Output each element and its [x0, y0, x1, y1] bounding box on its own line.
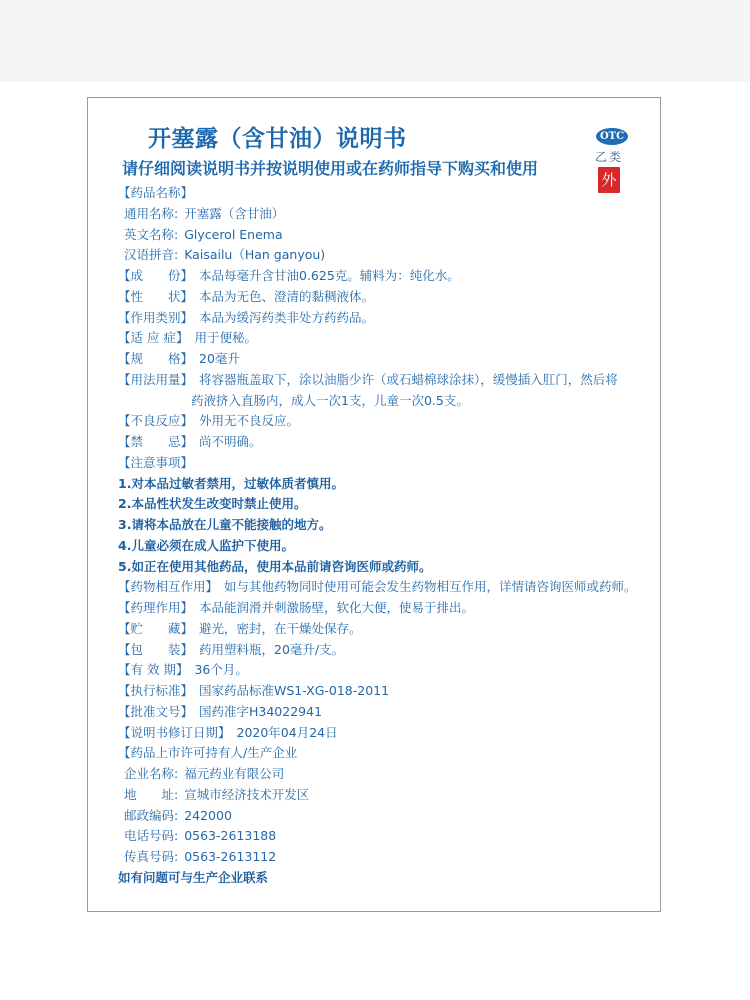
validity-label: 【有 效 期】: [118, 662, 189, 678]
english-name-label: 英文名称:: [124, 226, 179, 242]
precautions-header: 【注意事项】: [118, 454, 194, 470]
holder-header: 【药品上市许可持有人/生产企业: [118, 745, 298, 761]
interaction-row: [118, 577, 658, 598]
composition-value: 本品每毫升含甘油0.625克。辅料为：纯化水。: [199, 268, 460, 283]
drug-name-header: 【药品名称】: [118, 185, 194, 200]
english-name-value: Glycerol Enema: [184, 226, 283, 242]
phone-row: [118, 826, 658, 847]
contraindication-label: 【禁 忌】: [118, 434, 194, 449]
fax-value: 0563-2613112: [184, 849, 277, 864]
precaution-item: 2.本品性状发生改变时禁止使用。: [118, 496, 307, 512]
interaction-label: 【药物相互作用】: [118, 579, 219, 595]
indication-value: 用于便秘。: [194, 330, 257, 346]
standard-row: [118, 681, 658, 702]
postcode-row: [118, 806, 658, 827]
storage-label: 【贮 藏】: [118, 620, 194, 636]
fax-row: [118, 847, 658, 868]
company-row: [118, 764, 658, 785]
precaution-item: 4.儿童必须在成人监护下使用。: [118, 537, 294, 553]
generic-name-label: 通用名称:: [124, 205, 179, 221]
document-title: 开塞露（含甘油）说明书: [148, 126, 407, 152]
generic-name-row: [118, 204, 658, 225]
approval-row: [118, 702, 658, 723]
spec-label: 【规 格】: [118, 351, 194, 366]
precaution-item: 1.对本品过敏者禁用，过敏体质者慎用。: [118, 475, 344, 491]
adverse-row: [118, 411, 658, 432]
revision-value: 2020年04月24日: [236, 724, 338, 740]
indication-label: 【适 应 症】: [118, 330, 189, 346]
composition-label: 【成 份】: [118, 268, 194, 283]
package-value: 药用塑料瓶，20毫升/支。: [199, 641, 345, 657]
usage-row: [118, 370, 658, 391]
category-value: 本品为缓泻药类非处方药药品。: [199, 309, 375, 325]
contraindication-value: 尚不明确。: [199, 434, 262, 449]
instruction-content: [118, 183, 658, 889]
category-row: [118, 308, 658, 329]
pharmacology-label: 【药理作用】: [118, 600, 194, 615]
spec-value: 20毫升: [199, 351, 240, 366]
otc-badge: OTC: [596, 128, 628, 145]
approval-label: 【批准文号】: [118, 703, 194, 719]
top-background-band: [0, 0, 750, 82]
validity-row: [118, 660, 658, 681]
storage-row: [118, 619, 658, 640]
composition-row: [118, 266, 658, 287]
address-label: 地 址:: [124, 786, 179, 802]
adverse-value: 外用无不良反应。: [199, 413, 300, 429]
document-subtitle: 请仔细阅读说明书并按说明使用或在药师指导下购买和使用: [122, 159, 539, 178]
standard-label: 【执行标准】: [118, 683, 194, 698]
company-value: 福元药业有限公司: [184, 766, 285, 781]
company-label: 企业名称:: [124, 766, 179, 781]
storage-value: 避光，密封，在干燥处保存。: [199, 620, 362, 636]
adverse-label: 【不良反应】: [118, 413, 194, 429]
revision-row: [118, 723, 658, 744]
address-value: 宣城市经济技术开发区: [184, 786, 310, 802]
address-row: [118, 785, 658, 806]
pinyin-value: Kaisailu（Han ganyou): [184, 247, 326, 263]
postcode-label: 邮政编码:: [124, 807, 179, 823]
usage-row-continued: 药液挤入直肠内，成人一次1支，儿童一次0.5支。: [191, 392, 469, 408]
revision-label: 【说明书修订日期】: [118, 724, 231, 740]
usage-value: 将容器瓶盖取下，涂以油脂少许（或石蜡棉球涂抹），缓慢插入肛门，然后将: [199, 371, 618, 387]
instruction-sheet: [87, 97, 661, 912]
character-value: 本品为无色、澄清的黏稠液体。: [199, 288, 375, 304]
pinyin-label: 汉语拼音:: [124, 247, 179, 263]
indication-row: [118, 328, 658, 349]
phone-value: 0563-2613188: [184, 828, 277, 844]
fax-label: 传真号码:: [124, 849, 179, 864]
generic-name-value: 开塞露（含甘油）: [184, 205, 285, 221]
pinyin-row: [118, 245, 658, 266]
phone-label: 电话号码:: [124, 828, 179, 844]
approval-value: 国药准字H34022941: [199, 703, 323, 719]
external-use-badge: 外: [598, 167, 620, 193]
validity-value: 36个月。: [194, 662, 248, 678]
character-row: [118, 287, 658, 308]
precaution-item: 3.请将本品放在儿童不能接触的地方。: [118, 517, 332, 532]
character-label: 【性 状】: [118, 288, 194, 304]
contact-note: 如有问题可与生产企业联系: [118, 869, 269, 885]
precaution-item: 5.如正在使用其他药品，使用本品前请咨询医师或药师。: [118, 558, 432, 574]
contraindication-row: [118, 432, 658, 453]
english-name-row: [118, 225, 658, 246]
pharmacology-row: [118, 598, 658, 619]
otc-class-label: 乙类: [595, 150, 624, 164]
package-label: 【包 装】: [118, 641, 194, 657]
postcode-value: 242000: [184, 807, 232, 823]
pharmacology-value: 本品能润滑并刺激肠壁，软化大便，使易于排出。: [199, 600, 475, 615]
usage-label: 【用法用量】: [118, 371, 194, 387]
standard-value: 国家药品标准WS1-XG-018-2011: [199, 683, 390, 698]
package-row: [118, 640, 658, 661]
spec-row: [118, 349, 658, 370]
interaction-value: 如与其他药物同时使用可能会发生药物相互作用，详情请咨询医师或药师。: [224, 579, 637, 595]
category-label: 【作用类别】: [118, 309, 194, 325]
